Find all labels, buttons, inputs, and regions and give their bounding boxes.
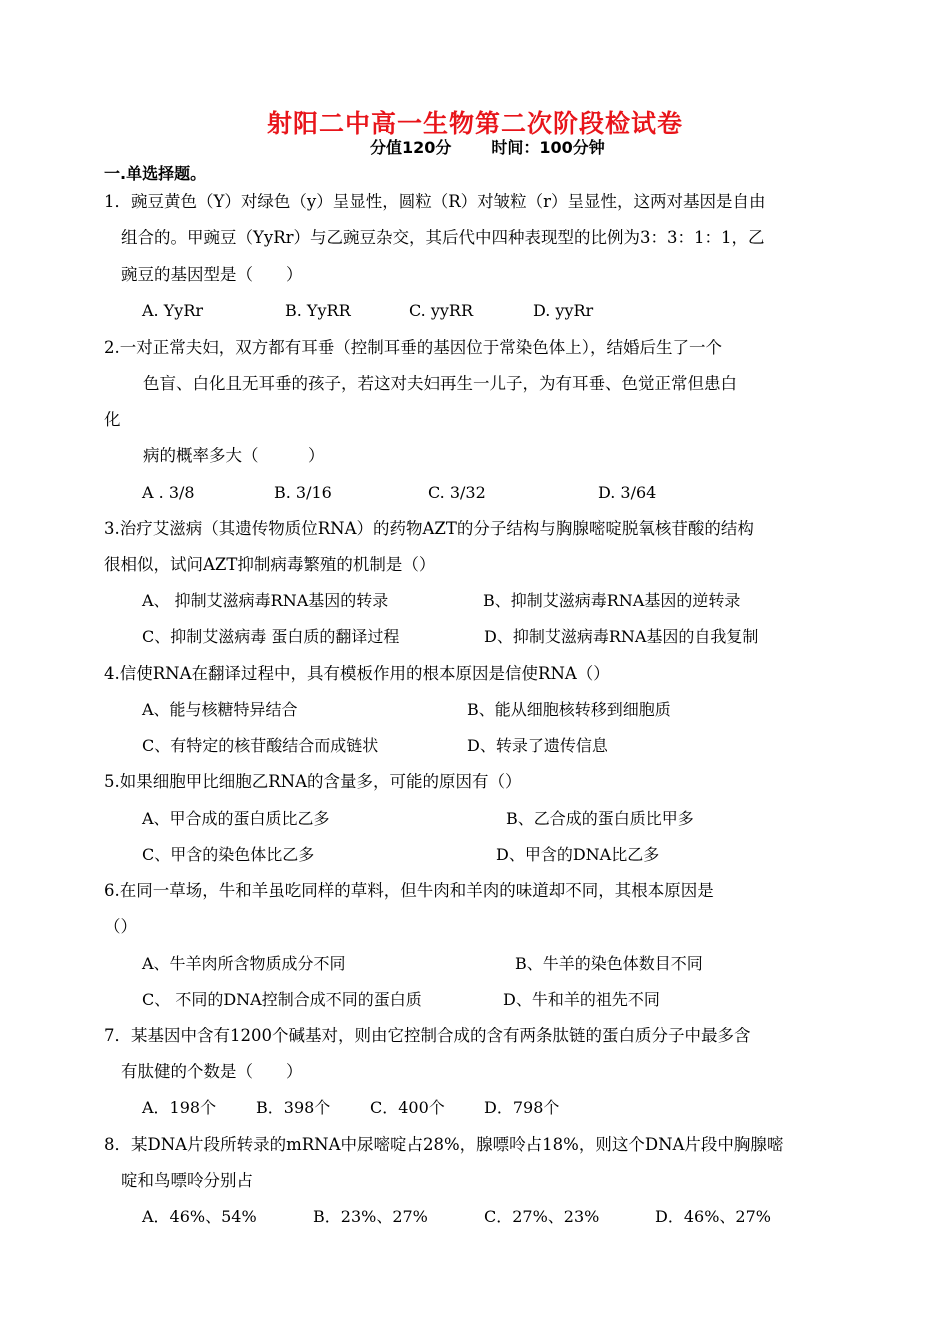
exam-title: 射阳二中高一生物第二次阶段检试卷 [266, 109, 683, 138]
q6-option-a: A、牛羊肉所含物质成分不同 [142, 954, 346, 973]
q6-option-c: C、 不同的DNA控制合成不同的蛋白质 [142, 990, 422, 1009]
q3-option-b: B、抑制艾滋病毒RNA基因的逆转录 [483, 591, 741, 610]
q1-line-1: 1．豌豆黄色（Y）对绿色（y）呈显性，圆粒（R）对皱粒（r）呈显性，这两对基因是自由 [104, 192, 766, 211]
q8-option-b: B．23%、27% [313, 1207, 428, 1226]
q3-line-1: 3.治疗艾滋病（其遗传物质位RNA）的药物AZT的分子结构与胸腺嘧啶脱氧核苷酸的结构 [104, 519, 754, 538]
q6-line-2: （） [104, 917, 137, 936]
q8-option-d: D．46%、27% [655, 1207, 771, 1226]
q8-option-a: A．46%、54% [142, 1207, 257, 1226]
time-label: 时间：100分钟 [491, 138, 605, 157]
q1-line-3: 豌豆的基因型是（ ） [121, 265, 303, 284]
q3-option-a: A、 抑制艾滋病毒RNA基因的转录 [142, 591, 389, 610]
q3-option-d: D、抑制艾滋病毒RNA基因的自我复制 [484, 627, 759, 646]
q6-option-b: B、牛羊的染色体数目不同 [515, 954, 703, 973]
q4-option-a: A、能与核糖特异结合 [142, 700, 298, 719]
q7-option-b: B．398个 [256, 1098, 331, 1117]
q2-option-d: D. 3/64 [598, 483, 657, 502]
q5-option-b: B、乙合成的蛋白质比甲多 [506, 809, 694, 828]
q1-option-c: C. yyRR [409, 301, 474, 320]
q2-line-4: 病的概率多大（ ） [143, 446, 325, 465]
q7-option-d: D．798个 [484, 1098, 560, 1117]
q3-option-c: C、抑制艾滋病毒 蛋白质的翻译过程 [142, 627, 400, 646]
q8-line-1: 8．某DNA片段所转录的mRNA中尿嘧啶占28%，腺嘌呤占18%，则这个DNA片段中胸腺嘧 [104, 1135, 784, 1154]
q1-line-2: 组合的。甲豌豆（YyRr）与乙豌豆杂交，其后代中四种表现型的比例为3：3：1：1，乙 [121, 228, 765, 247]
q2-line-1: 2.一对正常夫妇，双方都有耳垂（控制耳垂的基因位于常染色体上），结婚后生了一个 [104, 338, 722, 357]
q1-option-d: D. yyRr [533, 301, 594, 320]
q6-option-d: D、牛和羊的祖先不同 [503, 990, 660, 1009]
q3-line-2: 很相似，试问AZT抑制病毒繁殖的机制是（） [104, 555, 436, 574]
q7-line-2: 有肽健的个数是（ ） [121, 1062, 303, 1081]
score-label: 分值120分 [370, 138, 452, 157]
q6-line-1: 6.在同一草场，牛和羊虽吃同样的草料，但牛肉和羊肉的味道却不同，其根本原因是 [104, 881, 714, 900]
q5-line-1: 5.如果细胞甲比细胞乙RNA的含量多，可能的原因有（） [104, 772, 522, 791]
q7-line-1: 7．某基因中含有1200个碱基对，则由它控制合成的含有两条肽链的蛋白质分子中最多含 [104, 1026, 751, 1045]
q5-option-a: A、甲合成的蛋白质比乙多 [142, 809, 330, 828]
q2-option-a: A . 3/8 [142, 483, 195, 502]
section-heading: 一.单选择题。 [104, 164, 207, 183]
q4-option-d: D、转录了遗传信息 [467, 736, 608, 755]
q8-option-c: C．27%、23% [484, 1207, 600, 1226]
q4-option-b: B、能从细胞核转移到细胞质 [467, 700, 671, 719]
q4-option-c: C、有特定的核苷酸结合而成链状 [142, 736, 379, 755]
exam-meta [370, 135, 605, 158]
q5-option-c: C、甲含的染色体比乙多 [142, 845, 315, 864]
q5-option-d: D、甲含的DNA比乙多 [496, 845, 660, 864]
q2-line-3: 化 [104, 410, 121, 429]
q1-option-b: B. YyRR [285, 301, 351, 320]
q2-option-c: C. 3/32 [428, 483, 486, 502]
q2-line-2: 色盲、白化且无耳垂的孩子，若这对夫妇再生一儿子，为有耳垂、色觉正常但患白 [143, 374, 737, 393]
q7-option-a: A．198个 [142, 1098, 217, 1117]
q4-line-1: 4.信使RNA在翻译过程中，具有模板作用的根本原因是信使RNA（） [104, 664, 610, 683]
q8-line-2: 啶和鸟嘌呤分别占 [121, 1171, 253, 1190]
q1-option-a: A. YyRr [142, 301, 204, 320]
q7-option-c: C．400个 [370, 1098, 445, 1117]
q2-option-b: B. 3/16 [274, 483, 332, 502]
